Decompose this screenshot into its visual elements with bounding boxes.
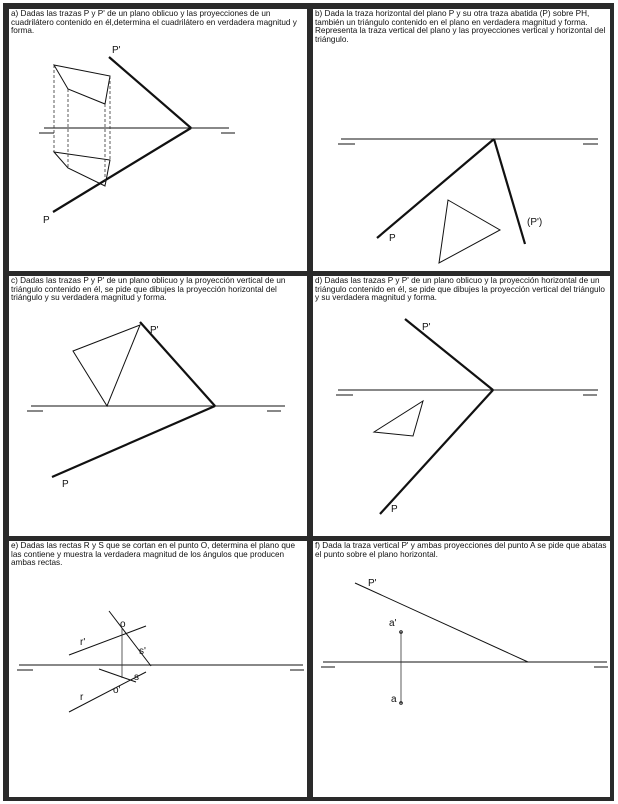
triangle-horizontal-projection [374, 401, 423, 436]
exercise-panel-e [9, 541, 307, 797]
folded-trace [494, 139, 525, 244]
label-vertical-trace: P' [422, 322, 431, 333]
exercise-panel-a [9, 9, 307, 271]
line-s-horizontal [99, 669, 136, 682]
exercise-panel-b [313, 9, 610, 271]
drawing-b [313, 9, 610, 271]
quadrilateral-horizontal-projection [54, 152, 110, 186]
label-r-vertical: r' [80, 637, 86, 648]
horizontal-trace [380, 390, 493, 514]
line-s-vertical [109, 611, 151, 666]
exercise-statement: f) Dada la traza vertical P' y ambas proyecciones del punto A se pide que abatas el punto sobre el plano horizontal. [315, 541, 607, 559]
label-r-horizontal: r [80, 692, 84, 703]
label-a-horizontal: a [391, 694, 397, 705]
drawing-f [313, 541, 610, 797]
vertical-trace [405, 319, 493, 390]
label-folded-trace: (P') [527, 217, 543, 228]
quadrilateral-vertical-projection [54, 65, 110, 104]
label-s-vertical: s' [139, 646, 146, 657]
drawing-d [313, 276, 610, 536]
exercise-statement: e) Dadas las rectas R y S que se cortan en el punto O, determina el plano que las contiene y muestra la verdadera magnitud de los ángulos que producen ambas rectas. [11, 541, 295, 568]
exercise-statement: b) Dada la traza horizontal del plano P y su otra traza abatida (P) sobre PH, también un triángulo contenido en el plano en verdadera magnitud y forma. Representa la traza vertical del plano y las proyecciones vertical y horizontal del triángulo. [315, 9, 606, 44]
triangle-vertical-projection [73, 325, 140, 406]
exercise-statement: a) Dadas las trazas P y P' de un plano oblicuo y las proyecciones de un cuadrilátero contenido en él,determina el cuadrilátero en verdadera magnitud y forma. [11, 9, 297, 36]
horizontal-trace [52, 406, 215, 477]
label-vertical-trace: P' [112, 45, 121, 56]
exercise-sheet [3, 3, 614, 801]
exercise-panel-d [313, 276, 610, 536]
label-s-horizontal: s [134, 672, 139, 683]
label-horizontal-trace: P [43, 215, 50, 226]
exercise-panel-c [9, 276, 307, 536]
drawing-a [9, 9, 307, 271]
horizontal-trace [377, 139, 494, 238]
vertical-trace [355, 583, 528, 662]
drawing-e [9, 541, 307, 797]
exercise-statement: d) Dadas las trazas P y P' de un plano oblicuo y la proyección horizontal de un triángulo contenido en él, se pide que dibujes la proyección vertical del triángulo y su verdadera magnitud y forma. [315, 276, 605, 303]
label-horizontal-trace: P [389, 233, 396, 244]
label-o-horizontal: o' [113, 685, 121, 696]
drawing-c [9, 276, 307, 536]
label-vertical-trace: P' [368, 578, 377, 589]
label-horizontal-trace: P [62, 479, 69, 490]
horizontal-trace [53, 128, 191, 212]
label-a-vertical: a' [389, 618, 397, 629]
vertical-trace [109, 57, 191, 128]
triangle-true-shape [439, 200, 500, 263]
label-vertical-trace: P' [150, 325, 159, 336]
exercise-panel-f [313, 541, 610, 797]
exercise-statement: c) Dadas las trazas P y P' de un plano oblicuo y la proyección vertical de un triángulo contenido en él, se pide que dibujes la proyección horizontal del triángulo y su verdadera magnitud y forma. [11, 276, 286, 303]
label-o-vertical: o [120, 619, 126, 630]
label-horizontal-trace: P [391, 504, 398, 515]
